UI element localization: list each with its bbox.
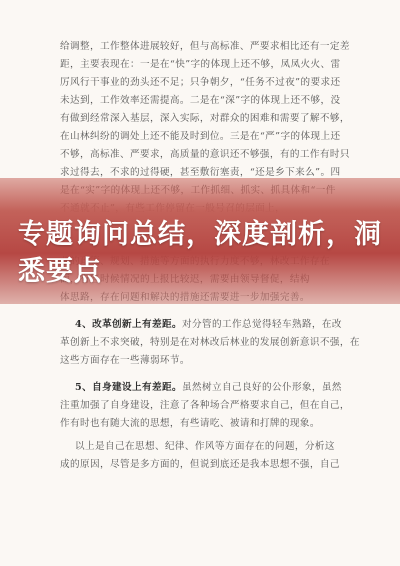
doc-line: 不够，高标准、严要求，高质量的意识还不够强，有的工作有时只 bbox=[60, 149, 350, 160]
doc-line: 以上是自己在思想、纪律、作风等方面存在的问题，分析这 bbox=[75, 441, 335, 452]
item-4-line bbox=[75, 318, 360, 332]
doc-line: 求过得去，不求的过得硬，甚至敷衍塞责，“还是乡下来么”。四 bbox=[60, 167, 341, 178]
doc-line: 在山林纠纷的调处上还不能及时到位。三是在“严”字的体现上还 bbox=[60, 131, 341, 142]
banner-headline: 专题询问总结，深度剖析，洞悉要点 bbox=[18, 219, 382, 287]
item-4-heading: 4、改革创新上有差距。 bbox=[75, 319, 183, 330]
doc-line: 给调整，工作整体进展较好，但与高标准、严要求相比还有一定差 bbox=[60, 41, 350, 52]
doc-line: 成的原因，尽管是多方面的，但说到底还是我本思想不强，自己 bbox=[60, 459, 340, 470]
doc-line: 有做到经常深入基层，深入实际，对群众的困难和需要了解不够， bbox=[60, 113, 350, 124]
doc-line: 这些方面存在一些薄弱环节。 bbox=[60, 355, 190, 366]
doc-line: 距，主要表现在：一是在“快”字的体现上还不够，凤凤火火、雷 bbox=[60, 59, 341, 70]
item-5-line bbox=[75, 381, 360, 395]
doc-line: 注重加强了自身建设，注意了各种场合严格要求自己，但在自己， bbox=[60, 400, 350, 411]
item-5-body: 虽然树立自己良好的公仆形象，虽然 bbox=[182, 382, 342, 393]
item-5-heading: 5、自身建设上有差距。 bbox=[75, 382, 183, 393]
item-4-body: 对分管的工作总觉得轻车熟路，在改 bbox=[182, 319, 342, 330]
doc-line: 作有时也有随大流的思想，有些请吃、被请和打牌的现象。 bbox=[60, 418, 320, 429]
doc-line: 革创新上不求突破，特别是在对林改后林业的发展创新意识不强，在 bbox=[60, 337, 360, 348]
doc-line: 未达到，工作效率还需提高。二是在“深”字的体现上还不够，没 bbox=[60, 95, 341, 106]
doc-line: 厉风行干事业的劲头还不足；只争朝夕，“任务不过夜”的要求还 bbox=[60, 77, 341, 88]
